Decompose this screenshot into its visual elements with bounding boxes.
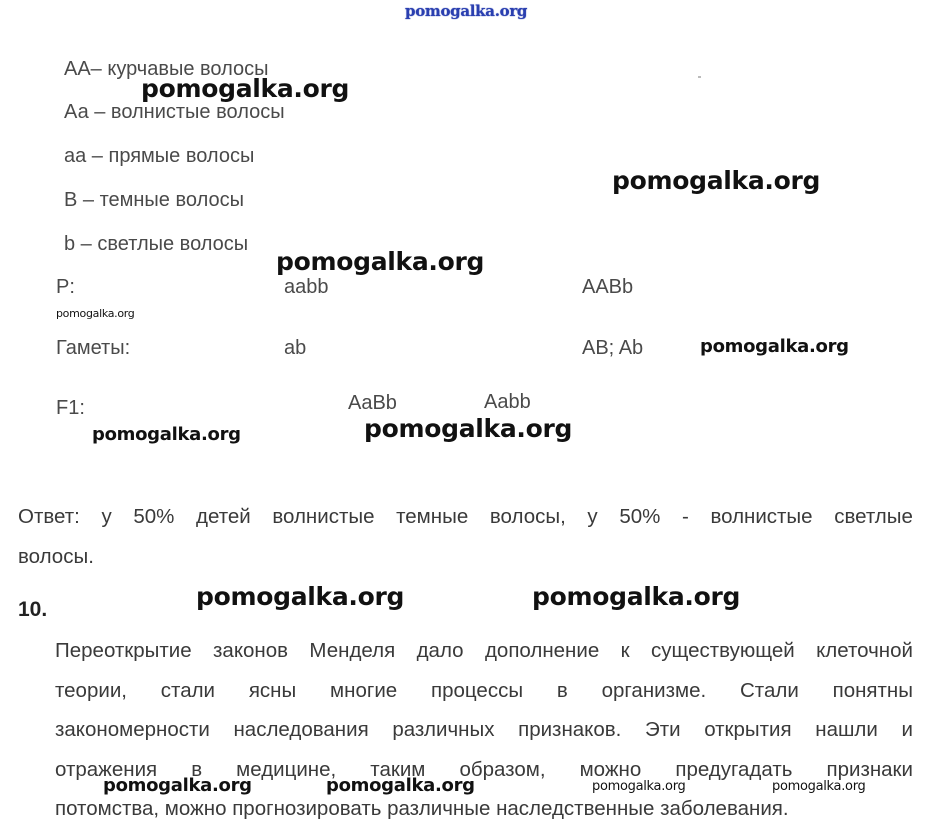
section-number: 10. bbox=[18, 598, 48, 621]
watermark: pomogalka.org bbox=[103, 775, 252, 796]
legend-item-AA: АА– курчавые волосы bbox=[64, 58, 269, 80]
watermark: pomogalka.org bbox=[772, 779, 866, 794]
answer-line-1: Ответ: у 50% детей волнистые темные волосы, у 50% - волнистые светлые bbox=[18, 505, 913, 528]
watermark: pomogalka.org bbox=[700, 336, 849, 357]
paragraph-line-5: потомства, можно прогнозировать различные наследственные заболевания. bbox=[55, 797, 789, 820]
top-watermark: pomogalka.org bbox=[405, 2, 528, 20]
gametes-male: AB; Ab bbox=[582, 337, 644, 359]
parents-label: P: bbox=[56, 276, 75, 298]
f1-label: F1: bbox=[56, 397, 85, 419]
paragraph-line-1: Переоткрытие законов Менделя дало дополнение к существующей клеточной bbox=[55, 639, 913, 662]
answer-line-2: волосы. bbox=[18, 544, 94, 568]
legend-item-aa: аа – прямые волосы bbox=[64, 145, 255, 167]
answer-text bbox=[18, 500, 913, 574]
paragraph-line-3: закономерности наследования различных признаков. Эти открытия нашли и bbox=[55, 718, 913, 741]
watermark: pomogalka.org bbox=[592, 779, 686, 794]
legend-item-Aa: Аа – волнистые волосы bbox=[64, 101, 285, 123]
watermark: pomogalka.org bbox=[276, 247, 485, 276]
watermark: pomogalka.org bbox=[326, 775, 475, 796]
paragraph-line-4: отражения в медицине, таким образом, можно предугадать признаки bbox=[55, 757, 913, 781]
gametes-label: Гаметы: bbox=[56, 337, 131, 359]
section-paragraph bbox=[55, 634, 913, 826]
speck bbox=[698, 76, 701, 78]
f1-genotype-Aabb: Aabb bbox=[484, 391, 531, 413]
gametes-female: ab bbox=[284, 337, 307, 359]
watermark: pomogalka.org bbox=[364, 414, 573, 443]
watermark: pomogalka.org bbox=[612, 166, 821, 195]
legend-item-b: b – светлые волосы bbox=[64, 233, 249, 255]
watermark: pomogalka.org bbox=[56, 307, 135, 320]
watermark: pomogalka.org bbox=[92, 424, 241, 445]
legend-item-B: В – темные волосы bbox=[64, 189, 244, 211]
paragraph-line-2: теории, стали ясны многие процессы в организме. Стали понятны bbox=[55, 678, 913, 702]
parent-male-genotype: AABb bbox=[582, 276, 634, 298]
watermark: pomogalka.org bbox=[196, 582, 405, 611]
parent-female-genotype: aabb bbox=[284, 276, 329, 298]
watermark: pomogalka.org bbox=[532, 582, 741, 611]
watermark: pomogalka.org bbox=[141, 74, 350, 103]
f1-genotype-AaBb: AaBb bbox=[348, 392, 397, 414]
